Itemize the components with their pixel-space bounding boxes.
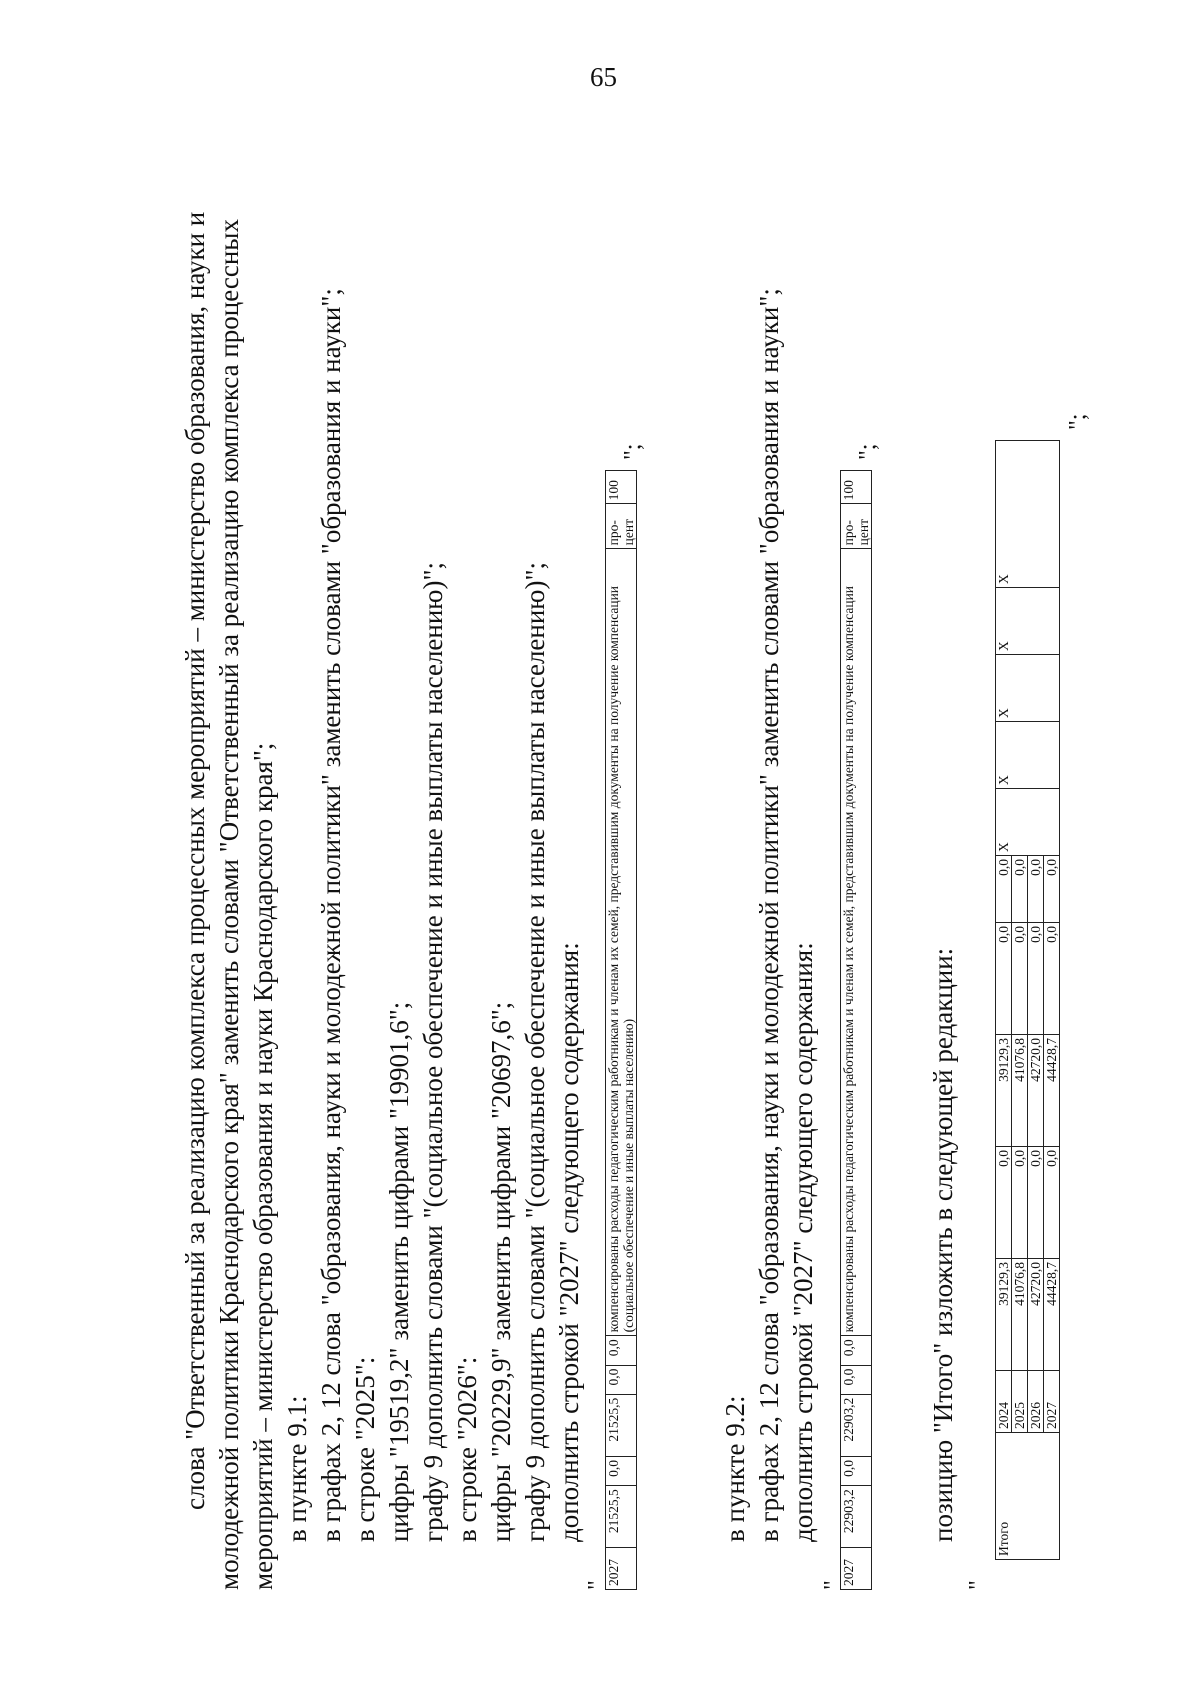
table-3 (995, 440, 1060, 1560)
paragraph-6: в строке "2025": (350, 1356, 380, 1542)
table-x-cell: X (996, 789, 1060, 856)
table-description-cell: компенсированы расходы педагогическим работникам и членам их семей, представившим документы на получение компенсации (841, 549, 872, 1336)
table-cell: 0,0 (606, 1336, 637, 1365)
table-cell: 42720,0 (1028, 1035, 1044, 1147)
table-label-cell: Итого (996, 1433, 1060, 1560)
paragraph-4: в пункте 9.1: (282, 1395, 312, 1542)
table-cell: 0,0 (606, 1457, 637, 1486)
paragraph-12: дополнить строкой "2027" следующего содержания: (554, 942, 584, 1542)
table-cell: 44428,7 (1044, 1259, 1060, 1371)
table-cell: 2027 (841, 1548, 872, 1590)
table-cell: 0,0 (1028, 856, 1044, 923)
paragraph-11: графу 9 дополнить словами "(социальное обеспечение и иные выплаты населению)"; (520, 562, 550, 1542)
table-cell: 2024 (996, 1371, 1012, 1433)
table-value-cell: 100 (606, 471, 637, 504)
paragraph-1: слова "Ответственный за реализацию комплекса процессных мероприятий – министерство образования, науки и (180, 211, 210, 1510)
table-x-cell: X (996, 722, 1060, 789)
open-quote-1: " (584, 1580, 610, 1590)
table-cell: 0,0 (841, 1336, 872, 1365)
table-row (841, 471, 872, 1590)
table-cell: 39129,3 (996, 1259, 1012, 1371)
paragraph-8: графу 9 дополнить словами "(социальное обеспечение и иные выплаты населению)"; (418, 562, 448, 1542)
paragraph-14: в графах 2, 12 слова "образования, науки и молодежной политики" заменить словами "образования и науки"; (754, 288, 784, 1542)
table-cell: 0,0 (606, 1365, 637, 1394)
table-cell: 22903,2 (841, 1394, 872, 1456)
open-quote-2: " (820, 1580, 846, 1590)
table-cell: 2027 (1044, 1371, 1060, 1433)
table-cell: 0,0 (1028, 923, 1044, 1035)
table-cell: 42720,0 (1028, 1259, 1044, 1371)
page-number: 65 (590, 62, 617, 92)
paragraph-7: цифры "19519,2" заменить цифрами "19901,6"; (384, 1001, 414, 1542)
table-2 (840, 470, 872, 1590)
table-cell: 0,0 (1044, 1147, 1060, 1259)
table-cell: 41076,8 (1012, 1035, 1028, 1147)
table-cell: 0,0 (1012, 923, 1028, 1035)
table-cell: 2027 (606, 1548, 637, 1590)
table-cell: 0,0 (996, 856, 1012, 923)
table-description-cell: компенсированы расходы педагогическим работникам и членам их семей, представившим документы на получение компенсации (социальное обеспечение и иные выплаты населению) (606, 549, 637, 1336)
paragraph-5: в графах 2, 12 слова "образования, науки и молодежной политики" заменить словами "образования и науки"; (316, 288, 346, 1542)
table-cell: 2026 (1028, 1371, 1044, 1433)
table-cell: 0,0 (1044, 856, 1060, 923)
close-quote-2: "; (855, 443, 881, 460)
open-quote-3: " (965, 1580, 991, 1590)
paragraph-10: цифры "20229,9" заменить цифрами "20697,6"; (486, 1001, 516, 1542)
table-value-cell: 100 (841, 471, 872, 504)
table-row (606, 471, 637, 1590)
table-unit-cell: про-цент (606, 504, 637, 549)
table-1 (605, 470, 637, 1590)
table-cell: 0,0 (841, 1457, 872, 1486)
table-x-cell: X (996, 588, 1060, 655)
table-cell: 21525,5 (606, 1486, 637, 1548)
table-cell: 0,0 (996, 923, 1012, 1035)
table-cell: 0,0 (1012, 1147, 1028, 1259)
paragraph-13: в пункте 9.2: (720, 1395, 750, 1542)
table-unit-cell: про-цент (841, 504, 872, 549)
paragraph-3: мероприятий – министерство образования и науки Краснодарского края"; (248, 742, 278, 1590)
table-cell: 0,0 (1012, 856, 1028, 923)
table-cell: 0,0 (1044, 923, 1060, 1035)
table-cell: 39129,3 (996, 1035, 1012, 1147)
rotated-page-content (180, 110, 1100, 1590)
table-cell: 0,0 (1028, 1147, 1044, 1259)
table-x-cell: X (996, 655, 1060, 722)
table-x-cell: X (996, 441, 1060, 588)
paragraph-2: молодежной политики Краснодарского края" заменить словами "Ответственный за реализацию комплекса процессных (214, 219, 244, 1590)
table-cell: 44428,7 (1044, 1035, 1060, 1147)
paragraph-16: позицию "Итого" изложить в следующей редакции: (928, 947, 958, 1542)
table-cell: 22903,2 (841, 1486, 872, 1548)
close-quote-1: "; (620, 443, 646, 460)
table-cell: 41076,8 (1012, 1259, 1028, 1371)
table-cell: 2025 (1012, 1371, 1028, 1433)
table-row (996, 441, 1012, 1560)
table-cell: 21525,5 (606, 1394, 637, 1456)
close-quote-3: "; (1065, 413, 1091, 430)
table-cell: 0,0 (841, 1365, 872, 1394)
paragraph-15: дополнить строкой "2027" следующего содержания: (788, 942, 818, 1542)
table-cell: 0,0 (996, 1147, 1012, 1259)
paragraph-9: в строке "2026": (452, 1356, 482, 1542)
